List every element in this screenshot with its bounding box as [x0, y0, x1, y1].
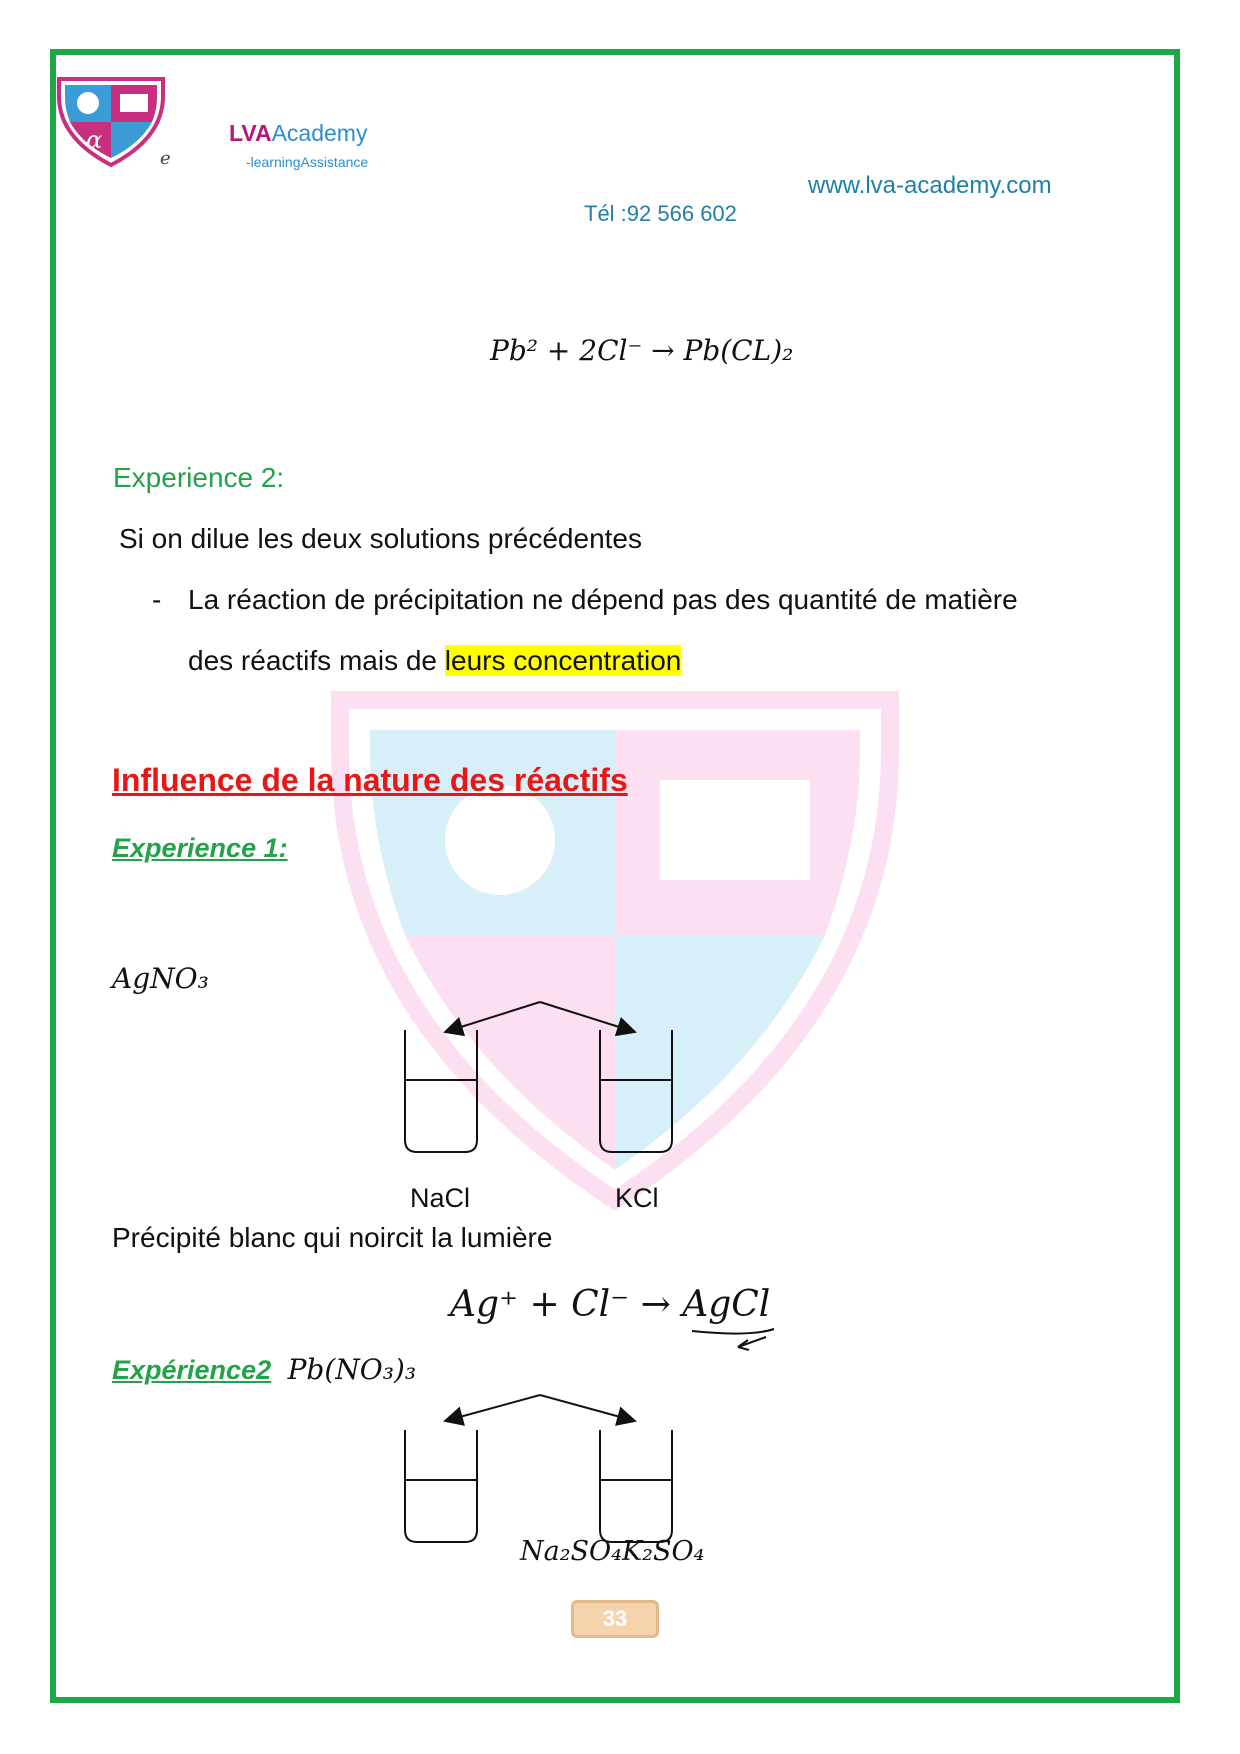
logo-e-mark: e: [160, 148, 171, 169]
bullet-line-2: [188, 645, 681, 677]
page-number: 33: [571, 1600, 659, 1638]
equation-silver-chloride: [450, 1284, 770, 1325]
experience-1-label: Experience 1:: [112, 833, 288, 863]
experience-2-label: Expérience2: [112, 1355, 272, 1385]
pbno3-reagent: Pb(NO₃)₃: [287, 1353, 417, 1386]
equation-agcl-product: AgCl: [682, 1284, 771, 1325]
observation-text: Précipité blanc qui noircit la lumière: [112, 1222, 553, 1253]
bullet-line-1: La réaction de précipitation ne dépend pas des quantité de matière: [188, 584, 1018, 615]
experience-2-line: [112, 1353, 416, 1386]
agno3-reagent: AgNO₃: [112, 962, 209, 995]
phone-number: Tél :92 566 602: [584, 201, 737, 226]
beaker-label-nacl: NaCl: [410, 1183, 471, 1213]
brand-tagline: -learningAssistance: [246, 154, 369, 170]
bullet-line-2-plain: des réactifs mais de: [188, 645, 445, 676]
beakers-diagram-2: [395, 1390, 685, 1550]
brand-lv: LVA: [229, 120, 272, 146]
influence-heading: Influence de la nature des réactifs: [112, 762, 628, 798]
brand-name: [229, 120, 367, 147]
beaker-label-kcl: KCl: [615, 1183, 659, 1213]
highlighted-concentration: leurs concentration: [444, 645, 682, 676]
beakers-diagram-1: [395, 995, 685, 1165]
experience-2-heading: Experience 2:: [113, 462, 285, 493]
bullet-dash: -: [152, 584, 162, 615]
equation-lead-chloride: Pb² + 2Cl⁻ → Pb(CL)₂: [490, 334, 794, 367]
beaker-label-sulfates: Na₂SO₄K₂SO₄: [520, 1536, 705, 1567]
precipitate-arrow-icon: [690, 1325, 790, 1355]
lva-logo-icon: [56, 76, 166, 168]
website-url: www.lva-academy.com: [808, 172, 1052, 199]
svg-text:α: α: [86, 126, 103, 154]
brand-academy: Academy: [271, 120, 368, 146]
dilution-text: Si on dilue les deux solutions précédentes: [119, 523, 643, 554]
equation-agcl-left: Ag⁺ + Cl⁻ →: [450, 1284, 683, 1325]
